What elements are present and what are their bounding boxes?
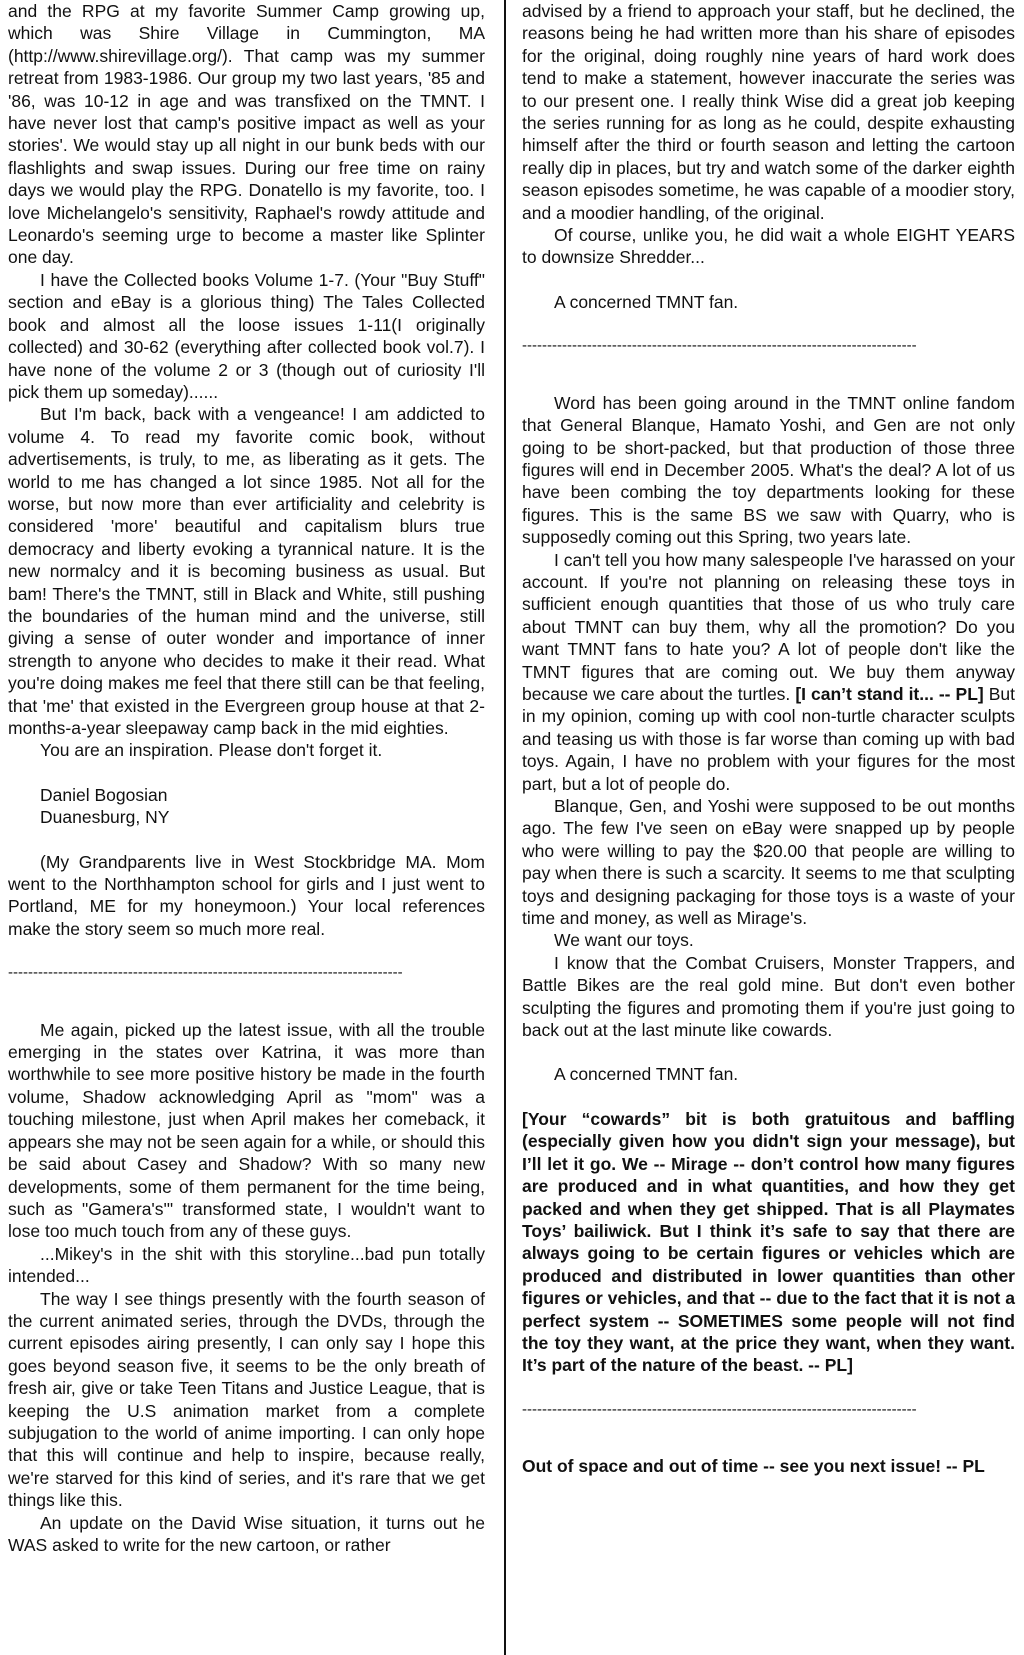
editor-interjection: [I can’t stand it... -- PL] <box>795 683 984 704</box>
spacer <box>8 829 485 851</box>
letter-paragraph: ...Mikey's in the shit with this storyline...bad pun totally intended... <box>8 1243 485 1287</box>
letter-text: I can't tell you how many salespeople I've harassed on your account. If you're not planning on releasing these toys in sufficient enough quantities that those of us who truly care about TMNT can buy them, why all the promotion? Do you want TMNT fans to hate you? A lot of people don't like the TMNT figures that are coming out. We buy them anyway because we care about the turtles. <box>522 549 1015 704</box>
letter-paragraph: I know that the Combat Cruisers, Monster Trappers, and Battle Bikes are the real gold mine. But don't even bother sculpting the figures and promoting them if you're just going to back out at the last minute like cowards. <box>522 952 1015 1041</box>
spacer <box>8 762 485 784</box>
column-rule <box>504 0 506 1655</box>
letter-paragraph: I have the Collected books Volume 1-7. (Your "Buy Stuff" section and eBay is a glorious thing) The Tales Collected book and almost all the loose issues 1-11(I originally collected) and 30-62 (everything after collected book vol.7). I have none of the volume 2 or 3 (though out of curiosity I'll pick them up someday)...... <box>8 269 485 402</box>
spacer <box>522 358 1015 392</box>
letter-paragraph <box>522 549 1015 795</box>
signature-name: A concerned TMNT fan. <box>554 1064 739 1085</box>
spacer <box>522 313 1015 335</box>
letter-paragraph: An update on the David Wise situation, it turns out he WAS asked to write for the new cartoon, or rather <box>8 1512 485 1555</box>
letter-paragraph: The way I see things presently with the fourth season of the current animated series, through the DVDs, through the current episodes airing presently, I can only say I hope this goes beyond season five, it seems to be the only breath of fresh air, give or take Teen Titans and Justice League, that is keeping the U.S animation market from a complete subjugation to the world of anime importing. I can only hope that this will continue and help to inspire, because really, we're starved for this kind of series, and it's rare that we get things like this. <box>8 1288 485 1511</box>
signature-name: Daniel Bogosian <box>40 784 168 805</box>
letter-paragraph: But I'm back, back with a vengeance! I am addicted to volume 4. To read my favorite comic book, without advertisements, is truly, to me, as liberating as it gets. The world to me has changed a lot since 1985. Not all for the worse, but now more than ever artificiality and celebrity is considered 'more' beautiful and capitalism blurs true democracy and liberty evoking a tyrannical nature. It is the new normalcy and it is becoming business as usual. But bam! There's the TMNT, still in Black and White, still pushing the boundaries of the human mind and the universe, still giving a sense of outer wonder and importance of inner strength to anyone who decides to make it their read. What you're doing makes me feel that there still can be that feeling, that 'me' that existed in the Evergreen group house at that 2-months-a-year sleepaway camp back in the mid eighties. <box>8 404 485 738</box>
spacer <box>8 940 485 962</box>
section-divider: ------------------------------------------------------------------------------- <box>522 1400 917 1418</box>
spacer <box>8 985 485 1019</box>
letter-text: But in my opinion, coming up with cool non-turtle character sculpts and teasing us with those is far worse than coming up with bad toys. Again, I have no problem with your figures for the most part, but a lot of people do. <box>522 683 1016 794</box>
spacer <box>522 1377 1015 1399</box>
editor-reply: [Your “cowards” bit is both gratuitous and baffling (especially given how you didn't sign your message), but I’ll let it go. We -- Mirage -- don’t control how many figures are produced and in what quantities, and how they get packed and when they get shipped. That is all Playmates Toys’ bailiwick. But I think it’s safe to say that there are always going to be certain figures or vehicles which are produced and distributed in lower quantities than other figures or vehicles, and that -- due to the fact that it is not a perfect system -- SOMETIMES some people will not find the toy they want, at the price they want, when they want. It’s part of the nature of the beast. -- PL] <box>522 1108 1015 1376</box>
left-column <box>8 0 485 1556</box>
letter-paragraph: (My Grandparents live in West Stockbridge MA. Mom went to the Northhampton school for girls and I just went to Portland, ME for my honeymoon.) Your local references make the story seem so much more real. <box>8 851 485 939</box>
spacer <box>522 1086 1015 1108</box>
letter-paragraph: advised by a friend to approach your staff, but he declined, the reasons being he had written more than his share of episodes for the original, doing roughly nine years of hard work does tend to make a statement, however inaccurate the series was to our present one. I really think Wise did a great job keeping the series running for as long as he could, despite exhausting himself after the third or fourth season and letting the cartoon really dip in places, but try and watch some of the darker eighth season episodes sometime, he was capable of a moodier story, and a moodier handling, of the original. <box>522 1 1015 223</box>
spacer <box>522 269 1015 291</box>
spacer <box>522 1421 1015 1455</box>
section-divider: ------------------------------------------------------------------------------- <box>522 337 917 355</box>
letter-paragraph: and the RPG at my favorite Summer Camp growing up, which was Shire Village in Cummington, MA (http://www.shirevillage.org/). That camp was my summer retreat from 1983-1986. Our group my two last years, '85 and '86, was 10-12 in age and was transfixed on the TMNT. I have never lost that camp's positive impact as well as your stories'. We would stay up all night in our bunk beds with our flashlights and swap issues. During our free time on rainy days we would play the RPG. Donatello is my favorite, too. I love Michelangelo's sensitivity, Raphael's rowdy attitude and Leonardo's seeming urge to become a master like Splinter one day. <box>8 1 485 268</box>
closing-note: Out of space and out of time -- see you next issue! -- PL <box>522 1456 985 1477</box>
letter-paragraph: Blanque, Gen, and Yoshi were supposed to be out months ago. The few I've seen on eBay were snapped up by people who were willing to pay the $20.00 that people are willing to pay when there is such a scarcity. It seems to me that sculpting toys and designing packaging for those toys is a waste of your time and money, as well as Mirage's. <box>522 796 1015 929</box>
spacer <box>522 1041 1015 1063</box>
letter-paragraph: Word has been going around in the TMNT online fandom that General Blanque, Hamato Yoshi, and Gen are not only going to be short-packed, but that production of those three figures will end in December 2005. What's the deal? A lot of us have been combing the toy departments looking for these figures. This is the same BS we saw with Quarry, who is supposedly coming out this Spring, two years late. <box>522 392 1015 548</box>
letter-paragraph: Me again, picked up the latest issue, with all the trouble emerging in the states over Katrina, it was more than worthwhile to see more positive history be made in the fourth volume, Shadow acknowledging April as "mom" was a touching milestone, just when April makes her comeback, it appears she may not be seen again for a while, or should this be said about Casey and Shadow? With so many new developments, some of them permanent for the time being, such as "Gamera's'" transformed state, I wouldn't want to lose too much touch from any of these guys. <box>8 1019 485 1242</box>
signature-name: A concerned TMNT fan. <box>554 291 739 312</box>
letter-paragraph: Of course, unlike you, he did wait a whole EIGHT YEARS to downsize Shredder... <box>522 225 1015 268</box>
letter-paragraph: You are an inspiration. Please don't forget it. <box>40 740 383 761</box>
section-divider: ------------------------------------------------------------------------------- <box>8 964 403 982</box>
right-column <box>522 0 1015 1478</box>
signature-place: Duanesburg, NY <box>40 807 170 828</box>
letter-paragraph: We want our toys. <box>554 930 694 951</box>
